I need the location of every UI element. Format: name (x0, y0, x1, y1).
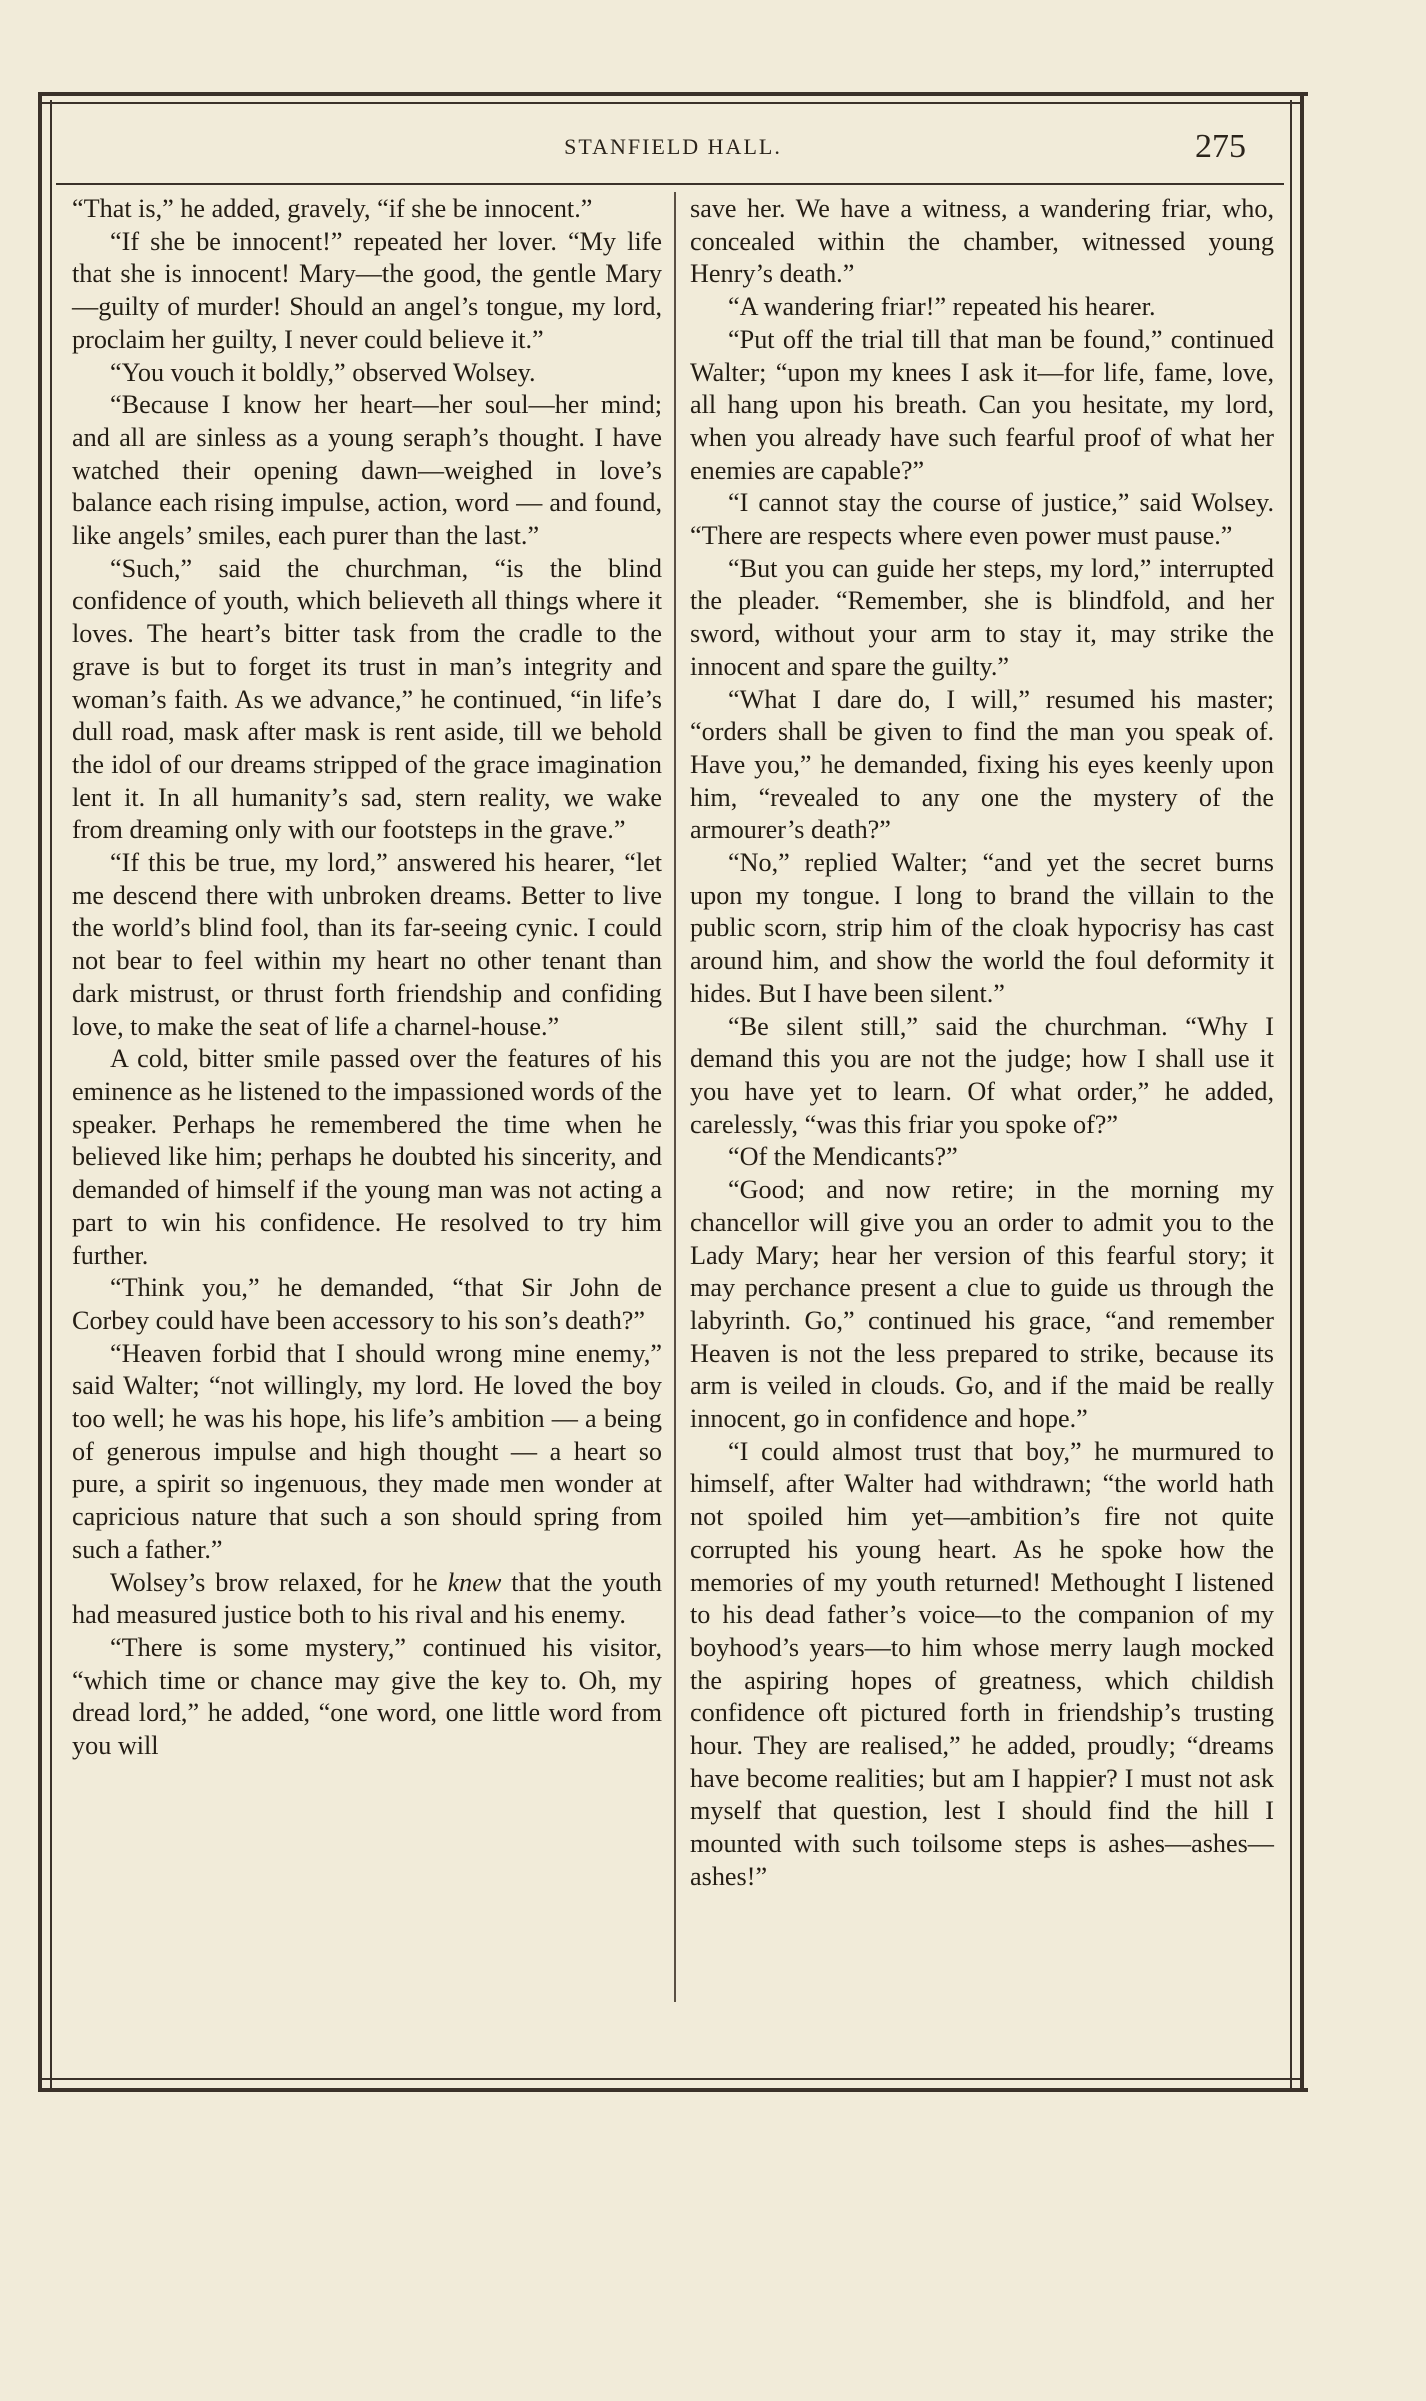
paragraph: “Of the Mendicants?” (728, 1142, 958, 1172)
paragraph: “I could almost trust that boy,” he murmured to himself, after Walter had withdrawn; “the world hath not spoiled him yet—ambition’s fire not quite corrupted his young heart. As he spoke how the memories of my youth returned! Methought I listened to his dead father’s voice—to the companion of my boyhood’s years—to him whose merry laugh mocked the aspiring hopes of greatness, which childish confidence oft pictured forth in friendship’s trusting hour. They are realised,” he added, proudly; “dreams have become realities; but am I happier? I must not ask myself that question, lest I should find the hill I mounted with such toilsome steps is ashes—ashes—ashes!” (690, 1436, 1274, 1891)
page-header (60, 126, 1286, 176)
paragraph: “No,” replied Walter; “and yet the secret burns upon my tongue. I long to brand the villain to the public scorn, strip him of the cloak hypocrisy has cast around him, and show the world the foul deformity it hides. But I have been silent.” (690, 848, 1274, 1008)
paragraph: “Think you,” he demanded, “that Sir John de Corbey could have been accessory to his son’s death?” (72, 1273, 662, 1335)
right-border-outer (1300, 92, 1304, 2092)
left-border-inner (50, 100, 52, 2090)
paragraph: “If this be true, my lord,” answered his hearer, “let me descend there with unbroken dreams. Better to live the world’s blind fool, than its far-seeing cynic. I could not bear to feel within my heart no other tenant than dark mistrust, or thrust forth friendship and confiding love, to make the seat of life a charnel-house.” (72, 848, 662, 1041)
text-run: that the youth had measured justice both to his rival and his enemy. (72, 1567, 662, 1630)
paragraph: “What I dare do, I will,” resumed his master; “orders shall be given to find the man you speak of. Have you,” he demanded, fixing his eyes keenly upon him, “revealed to any one the mystery of the armourer’s death?” (690, 684, 1274, 845)
paragraph: “You vouch it boldly,” observed Wolsey. (110, 357, 536, 387)
paragraph: “There is some mystery,” continued his visitor, “which time or chance may give the key to. Oh, my dread lord,” he added, “one word, one little word from you will (72, 1632, 662, 1761)
header-rule (56, 183, 1284, 185)
right-border-inner (1290, 100, 1292, 2090)
paragraph-continuation: save her. We have a witness, a wandering friar, who, concealed within the chamber, witnessed young Henry’s death.” (690, 194, 1274, 289)
paragraph: “A wandering friar!” repeated his hearer. (728, 292, 1156, 322)
right-column (690, 193, 1274, 1894)
paragraph: “Be silent still,” said the churchman. “Why I demand this you are not the judge; how I shall use it you have yet to learn. Of what order,” he added, carelessly, “was this friar you spoke of?” (690, 1011, 1274, 1139)
column-divider (674, 192, 676, 2002)
paragraph-wolsey (72, 1567, 662, 1632)
bottom-rule-thin (40, 2078, 1304, 2080)
paragraph: “But you can guide her steps, my lord,” interrupted the pleader. “Remember, she is blindfold, and her sword, without your arm to stay it, may strike the innocent and spare the guilty.” (690, 553, 1274, 681)
bottom-rule-thick (38, 2088, 1308, 2092)
left-column (72, 193, 662, 1763)
paragraph: “Put off the trial till that man be found,” continued Walter; “upon my knees I ask it—for life, fame, love, all hang upon his breath. Can you hesitate, my lord, when you already have such fearful proof of what her enemies are capable?” (690, 324, 1274, 485)
running-title: STANFIELD HALL. (564, 134, 782, 159)
top-rule-thick (38, 92, 1308, 96)
paragraph: “That is,” he added, gravely, “if she be innocent.” (72, 194, 593, 223)
emphasis-knew: knew (447, 1567, 502, 1597)
page-number: 275 (1195, 128, 1246, 165)
paragraph: “Because I know her heart—her soul—her mind; and all are sinless as a young seraph’s thought. I have watched their opening dawn—weighed in love’s balance each rising impulse, action, word — and found, like angels’ smiles, each purer than the last.” (72, 390, 662, 551)
paragraph: A cold, bitter smile passed over the features of his eminence as he listened to the impassioned words of the speaker. Perhaps he remembered the time when he believed like him; perhaps he doubted his sincerity, and demanded of himself if the young man was not acting a part to win his confidence. He resolved to try him further. (72, 1044, 662, 1270)
paragraph: “Heaven forbid that I should wrong mine enemy,” said Walter; “not willingly, my lord. He loved the boy too well; he was his hope, his life’s ambition — a being of generous impulse and high thought — a heart so pure, a spirit so ingenuous, they made men wonder at capricious nature that such a son should spring from such a father.” (72, 1338, 662, 1564)
top-rule-thin (40, 102, 1304, 104)
paragraph: “If she be innocent!” repeated her lover. “My life that she is innocent! Mary—the good, the gentle Mary—guilty of murder! Should an angel’s tongue, my lord, proclaim her guilty, I never could believe it.” (72, 226, 662, 354)
paragraph: “I cannot stay the course of justice,” said Wolsey. “There are respects where even power must pause.” (690, 488, 1274, 551)
paragraph: “Such,” said the churchman, “is the blind confidence of youth, which believeth all things where it loves. The heart’s bitter task from the cradle to the grave is but to forget its trust in man’s integrity and woman’s faith. As we advance,” he continued, “in life’s dull road, mask after mask is rent aside, till we behold the idol of our dreams stripped of the grace imagination lent it. In all humanity’s sad, stern reality, we wake from dreaming only with our footsteps in the grave.” (72, 553, 662, 845)
left-border-outer (38, 92, 42, 2092)
text-run: Wolsey’s brow relaxed, for he (110, 1567, 448, 1597)
paragraph: “Good; and now retire; in the morning my chancellor will give you an order to admit you to the Lady Mary; hear her version of this fearful story; it may perchance present a clue to guide us through the labyrinth. Go,” continued his grace, “and remember Heaven is not the less prepared to strike, because its arm is veiled in clouds. Go, and if the maid be really innocent, go in confidence and hope.” (690, 1175, 1274, 1434)
